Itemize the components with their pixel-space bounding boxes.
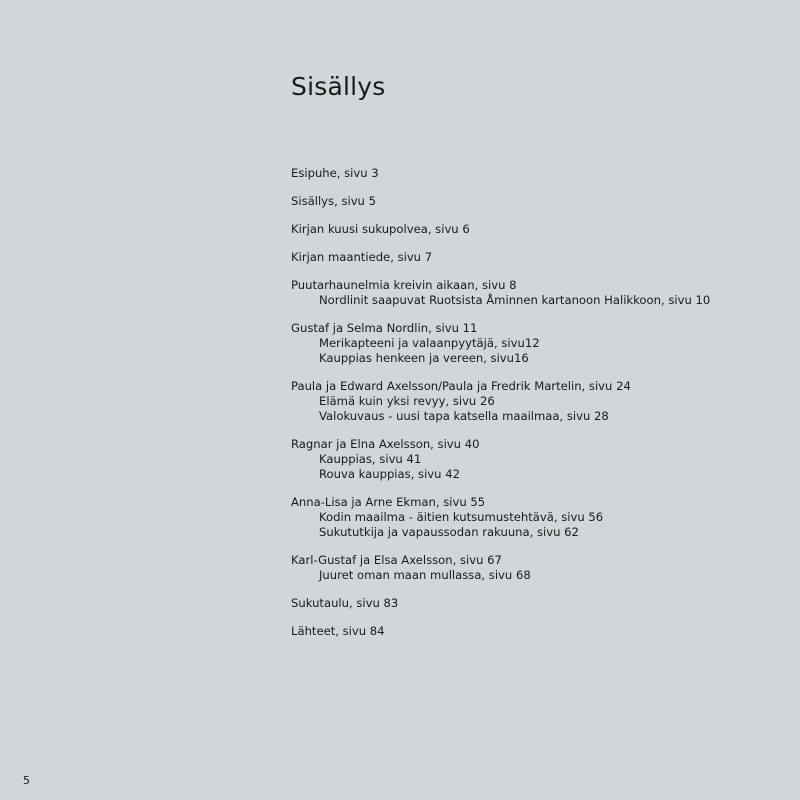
page-number: 5 [23,774,30,787]
toc-entry: Sisällys, sivu 5 [291,194,376,208]
toc-entry: Sukutaulu, sivu 83 [291,596,399,610]
toc-entry: Lähteet, sivu 84 [291,624,385,638]
toc-entry: Gustaf ja Selma Nordlin, sivu 11 [291,321,478,335]
toc-entry: Anna-Lisa ja Arne Ekman, sivu 55 [291,495,486,509]
toc-entry: Kirjan kuusi sukupolvea, sivu 6 [291,222,470,236]
toc-group [291,194,771,209]
toc-group [291,222,771,237]
toc-entry: Paula ja Edward Axelsson/Paula ja Fredrik Martelin, sivu 24 [291,379,631,393]
toc-group [291,278,771,308]
toc-subentry: Juuret oman maan mullassa, sivu 68 [319,568,531,582]
toc-entry: Esipuhe, sivu 3 [291,166,379,180]
toc-subentry: Sukututkija ja vapaussodan rakuuna, sivu 62 [319,525,579,539]
toc-entry: Ragnar ja Elna Axelsson, sivu 40 [291,437,480,451]
toc-group [291,495,771,540]
toc-group [291,437,771,482]
toc-subentry: Kauppias henkeen ja vereen, sivu16 [319,351,529,365]
toc-subentry: Nordlinit saapuvat Ruotsista Åminnen kartanoon Halikkoon, sivu 10 [319,293,711,307]
toc-group [291,624,771,639]
toc-subentry: Kodin maailma - äitien kutsumustehtävä, sivu 56 [319,510,604,524]
page-title: Sisällys [291,72,386,101]
toc-subentry: Merikapteeni ja valaanpyytäjä, sivu12 [319,336,540,350]
toc-entry: Kirjan maantiede, sivu 7 [291,250,433,264]
toc-entry: Karl-Gustaf ja Elsa Axelsson, sivu 67 [291,553,502,567]
toc-subentry: Elämä kuin yksi revyy, sivu 26 [319,394,495,408]
toc-group [291,321,771,366]
toc-subentry: Valokuvaus - uusi tapa katsella maailmaa, sivu 28 [319,409,609,423]
toc-group [291,553,771,583]
toc-group [291,166,771,181]
toc-group [291,596,771,611]
toc-subentry: Rouva kauppias, sivu 42 [319,467,460,481]
toc-subentry: Kauppias, sivu 41 [319,452,422,466]
toc-group [291,379,771,424]
toc-entry: Puutarhaunelmia kreivin aikaan, sivu 8 [291,278,517,292]
table-of-contents [291,166,771,652]
toc-group [291,250,771,265]
